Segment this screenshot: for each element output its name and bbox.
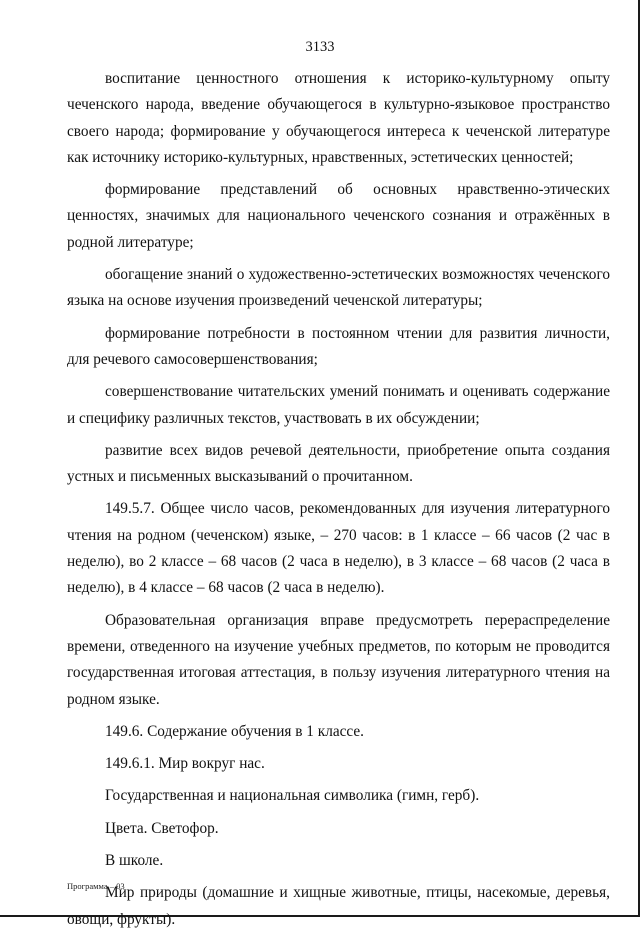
subsection-heading-149-6-1: 149.6.1. Мир вокруг нас. [105, 755, 265, 773]
page-number: 3133 [305, 39, 335, 55]
paragraph-2: формирование представлений об основных нравственно-этических ценностях, значимых для национального чеченского сознания и отражённых в родной литературе; [67, 181, 610, 251]
paragraph-6: развитие всех видов речевой деятельности, приобретение опыта создания устных и письменных высказываний о прочитанном. [67, 441, 610, 486]
footer-program-label: Программа – 03 [67, 881, 125, 891]
paragraph-3: обогащение знаний о художественно-эстетических возможностях чеченского языка на основе изучения произведений чеченской литературы; [67, 266, 610, 310]
paragraph-school: В школе. [105, 852, 164, 870]
paragraph-4: формирование потребности в постоянном чтении для развития личности, для речевого самосовершенствования; [67, 324, 610, 368]
paragraph-7: 149.5.7. Общее число часов, рекомендованных для изучения литературного чтения на родном (чеченском) языке, – 270 часов: в 1 классе – 66 часов (2 час в неделю), во 2 классе – 68 часов (2 часа в неделю), в 3 классе – 68 часов (2 часа в неделю), в 4 классе – 68 часов (2 часа в неделю). [67, 500, 610, 597]
paragraph-symbols: Государственная и национальная символика (гимн, герб). [105, 787, 480, 805]
paragraph-nature: Мир природы (домашние и хищные животные, птицы, насекомые, деревья, овощи, фрукты). [67, 884, 610, 928]
paragraph-1: воспитание ценностного отношения к историко-культурному опыту чеченского народа, введение обучающегося в культурно-языковое пространство своего народа; формирование у обучающегося интереса к чеченской литературе как источнику историко-культурных, нравственных, эстетических ценностей; [67, 70, 610, 166]
paragraph-8: Образовательная организация вправе предусмотреть перераспределение времени, отведенного на изучение учебных предметов, по которым не проводится государственная итоговая аттестация, в пользу изучения литературного чтения на родном языке. [67, 611, 610, 708]
section-heading-149-6: 149.6. Содержание обучения в 1 классе. [105, 722, 365, 740]
text-block-upper [67, 66, 610, 933]
paragraph-5: совершенствование читательских умений понимать и оценивать содержание и специфику различных текстов, участвовать в их обсуждении; [67, 383, 610, 427]
paragraph-colors: Цвета. Светофор. [105, 819, 219, 837]
